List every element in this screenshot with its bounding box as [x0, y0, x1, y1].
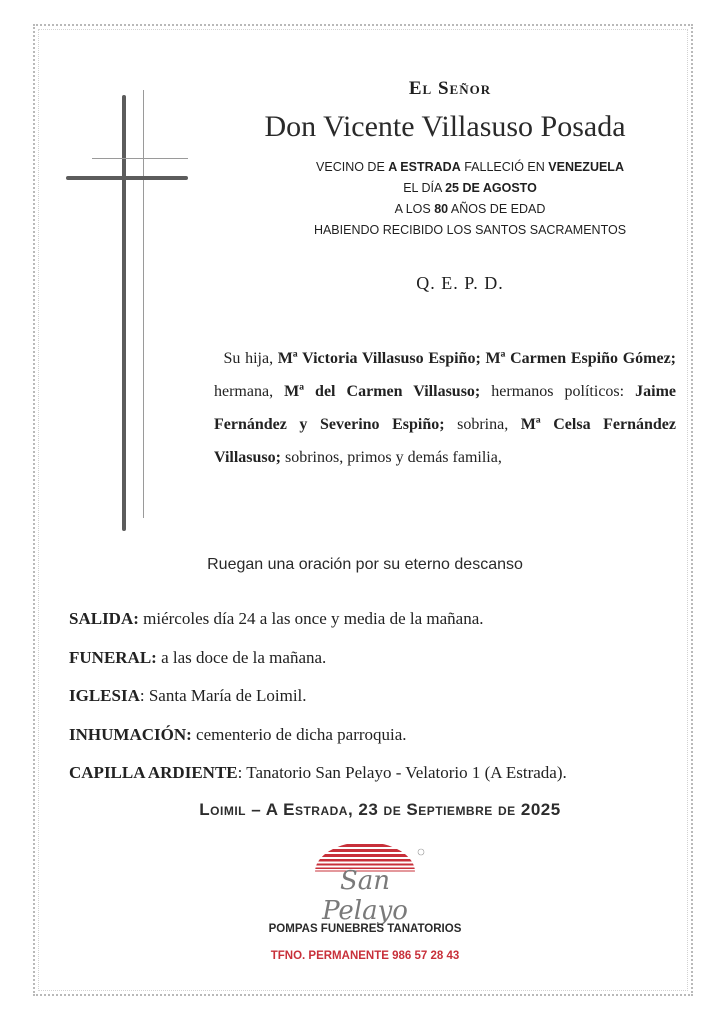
phone-number: TFNO. PERMANENTE 986 57 28 43 — [270, 950, 460, 962]
info-line-4: HABIENDO RECIBIDO LOS SANTOS SACRAMENTOS — [313, 223, 627, 237]
logo-text: San Pelayo — [322, 866, 408, 926]
qepd: Q. E. P. D. — [416, 273, 504, 293]
family-paragraph: Su hija, Mª Victoria Villasuso Espiño; Mª Carmen Espiño Gómez; hermana, Mª del Carmen Villasuso; hermanos políticos: Jaime Fernández y Severino Espiño; sobrina, Mª Celsa Fernández Villasuso; sobrinos, primos y demás familia, — [214, 350, 677, 466]
detail-inhumacion: INHUMACIÓN: cementerio de dicha parroquia. — [69, 725, 407, 744]
place-date: Loimil – A Estrada, 23 de Septiembre de 2025 — [199, 800, 561, 819]
deceased-name: Don Vicente Villasuso Posada — [264, 110, 626, 143]
info-line-2: EL DÍA 25 DE AGOSTO — [403, 181, 537, 195]
detail-capilla: CAPILLA ARDIENTE: Tanatorio San Pelayo - Velatorio 1 (A Estrada). — [69, 763, 567, 782]
company-tagline: POMPAS FUNEBRES TANATORIOS — [268, 923, 462, 935]
detail-funeral: FUNERAL: a las doce de la mañana. — [69, 648, 327, 667]
detail-salida: SALIDA: miércoles día 24 a las once y media de la mañana. — [69, 609, 484, 628]
info-line-1: VECINO DE A ESTRADA FALLECIÓ EN VENEZUELA — [316, 160, 624, 174]
info-line-3: A LOS 80 AÑOS DE EDAD — [394, 202, 546, 216]
prayer-request: Ruegan una oración por su eterno descanso — [207, 556, 523, 573]
detail-iglesia: IGLESIA: Santa María de Loimil. — [69, 686, 307, 705]
title-el-senor: El Señor — [408, 78, 492, 99]
